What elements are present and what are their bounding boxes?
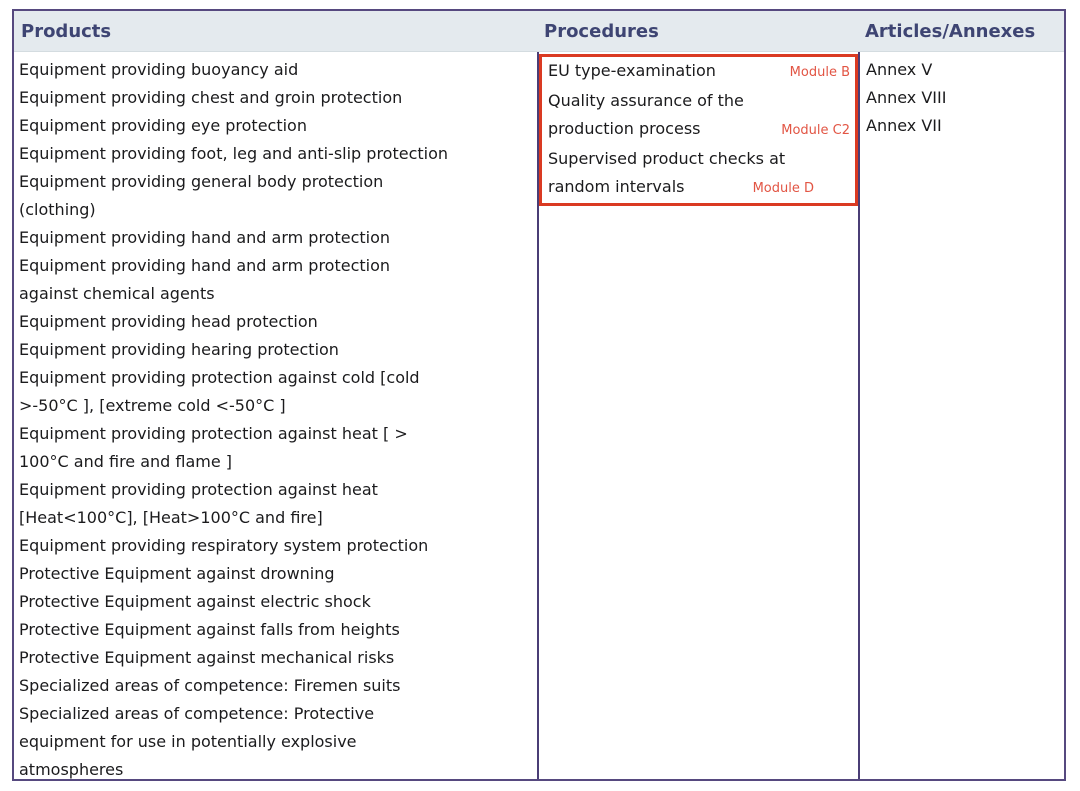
product-item [19, 112, 533, 140]
products-column [14, 52, 537, 779]
product-item [19, 140, 533, 168]
annex-item: Annex VII [866, 116, 942, 135]
procedure-item [548, 57, 850, 87]
product-line: Equipment providing hand and arm protection [19, 256, 391, 275]
product-line: Equipment providing general body protection [19, 172, 384, 191]
product-item [19, 588, 533, 616]
procedure-item [548, 87, 850, 145]
product-line: against chemical agents [19, 284, 215, 303]
product-line: Equipment providing head protection [19, 312, 318, 331]
column-header-products: Products [21, 20, 112, 42]
product-line: Equipment providing protection against heat [19, 480, 378, 499]
product-line: 100°C and fire and flame ] [19, 452, 233, 471]
product-line: Specialized areas of competence: Protective [19, 704, 375, 723]
product-item [19, 672, 533, 700]
procedures-column [537, 52, 858, 779]
procedure-item [548, 145, 850, 203]
procedure-name: Supervised product checks at [548, 149, 786, 168]
product-line: Protective Equipment against electric shock [19, 592, 371, 611]
product-item [19, 616, 533, 644]
product-line: Equipment providing foot, leg and anti-slip protection [19, 144, 449, 163]
product-item [19, 700, 533, 779]
product-line: atmospheres [19, 760, 124, 779]
table-header-row [14, 11, 1064, 52]
product-line: Equipment providing respiratory system protection [19, 536, 429, 555]
product-item [19, 168, 533, 224]
product-line: (clothing) [19, 200, 96, 219]
product-item [19, 336, 533, 364]
product-line: Equipment providing chest and groin protection [19, 88, 403, 107]
annexes-column [858, 52, 1064, 779]
module-label: Module B [789, 65, 850, 80]
product-line: [Heat<100°C], [Heat>100°C and fire] [19, 508, 323, 527]
column-header-annexes: Articles/Annexes [865, 20, 1036, 42]
column-header-procedures: Procedures [544, 20, 659, 42]
table-body-row [14, 52, 1064, 779]
procedure-name: Quality assurance of the [548, 91, 744, 110]
procedure-name: random intervals [548, 177, 685, 196]
ppe-modules-table [12, 9, 1066, 781]
product-line: Protective Equipment against mechanical risks [19, 648, 395, 667]
product-line: Equipment providing protection against cold [cold [19, 368, 420, 387]
procedures-highlight-box [539, 54, 858, 206]
product-item [19, 420, 533, 476]
product-item [19, 224, 533, 252]
product-line: >-50°C ], [extreme cold <-50°C ] [19, 396, 286, 415]
product-line: Equipment providing buoyancy aid [19, 60, 299, 79]
annex-item: Annex V [866, 60, 933, 79]
module-label: Module C2 [781, 123, 850, 138]
product-item [19, 56, 533, 84]
product-item [19, 364, 533, 420]
module-label: Module D [752, 181, 814, 196]
product-item [19, 532, 533, 560]
procedure-name: EU type-examination [548, 61, 716, 80]
product-line: equipment for use in potentially explosive [19, 732, 357, 751]
product-item [19, 308, 533, 336]
product-line: Specialized areas of competence: Firemen suits [19, 676, 401, 695]
product-item [19, 644, 533, 672]
product-item [19, 252, 533, 308]
product-line: Protective Equipment against falls from heights [19, 620, 400, 639]
product-line: Equipment providing eye protection [19, 116, 307, 135]
product-line: Protective Equipment against drowning [19, 564, 335, 583]
product-item [19, 560, 533, 588]
product-line: Equipment providing protection against heat [ > [19, 424, 408, 443]
procedure-name: production process [548, 119, 701, 138]
product-item [19, 476, 533, 532]
annex-item: Annex VIII [866, 88, 947, 107]
product-line: Equipment providing hand and arm protection [19, 228, 391, 247]
product-item [19, 84, 533, 112]
product-line: Equipment providing hearing protection [19, 340, 339, 359]
